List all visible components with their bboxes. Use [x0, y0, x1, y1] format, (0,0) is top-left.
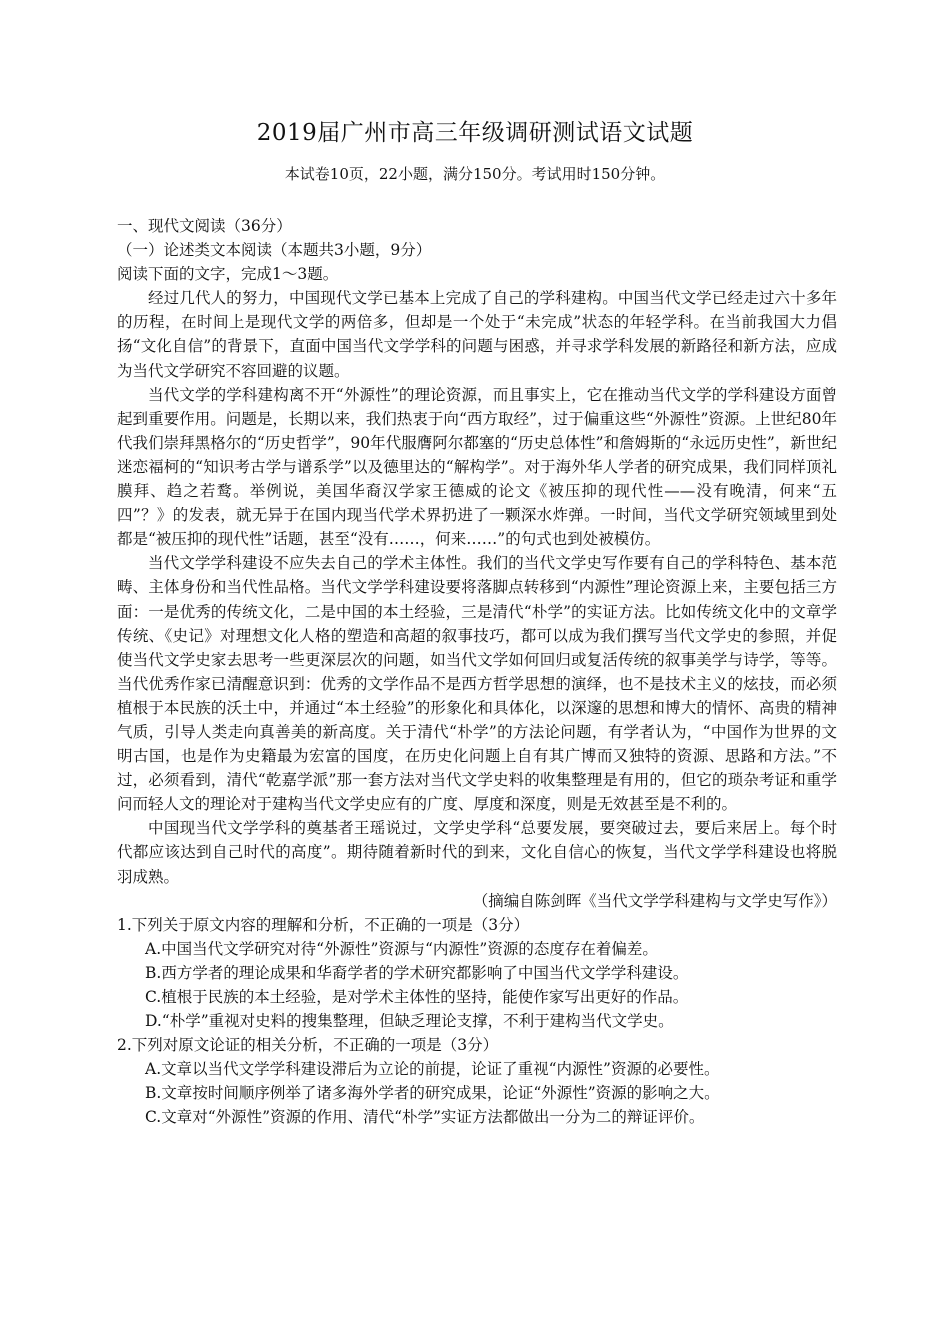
- passage-source: （摘编自陈剑晖《当代文学学科建构与文学史写作》）: [472, 891, 837, 910]
- subsection-heading: （一）论述类文本阅读（本题共3小题，9分）: [117, 241, 432, 260]
- question-option: C.文章对“外源性”资源的作用、清代“朴学”实证方法都做出一分为二的辩证评价。: [145, 1108, 705, 1127]
- passage-paragraph: 当代文学的学科建构离不开“外源性”的理论资源，而且事实上，它在推动当代文学的学科建设方面曾起到重要作用。问题是，长期以来，我们热衷于向“西方取经”，过于偏重这些“外源性”资源。上世纪80年代我们崇拜黑格尔的“历史哲学”，90年代服膺阿尔都塞的“历史总体性”和詹姆斯的“永远历史性”，新世纪迷恋福柯的“知识考古学与谱系学”以及德里达的“解构学”。对于海外华人学者的研究成果，我们同样顶礼膜拜、趋之若鹜。举例说，美国华裔汉学家王德威的论文《被压抑的现代性——没有晚清，何来“五四”？》的发表，就无异于在国内现当代学术界扔进了一颗深水炸弹。一时间，当代文学研究领域里到处都是“被压抑的现代性”话题，甚至“没有……，何来……”的句式也到处被模仿。: [117, 385, 837, 549]
- question-stem: 2.下列对原文论证的相关分析，不正确的一项是（3分）: [117, 1036, 499, 1055]
- section-heading: 一、现代文阅读（36分）: [117, 217, 292, 235]
- reading-instruction: 阅读下面的文字，完成1～3题。: [117, 265, 339, 284]
- question-option: B.西方学者的理论成果和华裔学者的学术研究都影响了中国当代文学学科建设。: [145, 963, 689, 982]
- passage-paragraph: 中国现当代文学学科的奠基者王瑶说过，文学史学科“总要发展，要突破过去，要后来居上。每个时代都应该达到自己时代的高度”。期待随着新时代的到来，文化自信心的恢复，当代文学学科建设也将脱羽成熟。: [117, 819, 837, 886]
- question-option: D.“朴学”重视对史料的搜集整理，但缺乏理论支撑，不利于建构当代文学史。: [145, 1012, 674, 1031]
- passage-paragraph: 经过几代人的努力，中国现代文学已基本上完成了自己的学科建构。中国当代文学已经走过六十多年的历程，在时间上是现代文学的两倍多，但却是一个处于“未完成”状态的年轻学科。在当前我国大力倡扬“文化自信”的背景下，直面中国当代文学学科的问题与困惑，并寻求学科发展的新路径和新方法，应成为当代文学研究不容回避的议题。: [117, 289, 837, 380]
- exam-content: [117, 214, 837, 1130]
- exam-title: 2019届广州市高三年级调研测试语文试题: [256, 120, 694, 146]
- exam-subtitle: 本试卷10页，22小题，满分150分。考试用时150分钟。: [284, 165, 666, 183]
- question-option: A.中国当代文学研究对待“外源性”资源与“内源性”资源的态度存在着偏差。: [145, 939, 658, 958]
- question-option: B.文章按时间顺序例举了诸多海外学者的研究成果，论证“外源性”资源的影响之大。: [145, 1084, 720, 1103]
- question-stem: 1.下列关于原文内容的理解和分析，不正确的一项是（3分）: [117, 915, 530, 934]
- question-option: C.植根于民族的本土经验，是对学术主体性的坚持，能使作家写出更好的作品。: [145, 988, 689, 1006]
- passage-paragraph: 当代文学学科建设不应失去自己的学术主体性。我们的当代文学史写作要有自己的学科特色、基本范畴、主体身份和当代性品格。当代文学学科建设要将落脚点转移到“内源性”理论资源上来，主要包括三方面：一是优秀的传统文化，二是中国的本土经验，三是清代“朴学”的实证方法。比如传统文化中的文章学传统、《史记》对理想文化人格的塑造和高超的叙事技巧，都可以成为我们撰写当代文学史的参照，并促使当代文学史家去思考一些更深层次的问题，如当代文学如何回归或复活传统的叙事美学与诗学，等等。当代优秀作家已清醒意识到：优秀的文学作品不是西方哲学思想的演绎，也不是技术主义的炫技，而必须植根于本民族的沃土中，并通过“本土经验”的形象化和具体化，以深邃的思想和博大的情怀、高贵的精神气质，引导人类走向真善美的新高度。关于清代“朴学”的方法论问题，有学者认为，“中国作为世界的文明古国，也是作为史籍最为宏富的国度，在历史化问题上自有其广博而又独特的资源、思路和方法。”不过，必须看到，清代“乾嘉学派”那一套方法对当代文学史料的收集整理是有用的，但它的琐杂考证和重学问而轻人文的理论对于建构当代文学史应有的广度、厚度和深度，则是无效甚至是不利的。: [117, 554, 837, 814]
- question-option: A.文章以当代文学学科建设滞后为立论的前提，论证了重视“内源性”资源的必要性。: [145, 1060, 720, 1079]
